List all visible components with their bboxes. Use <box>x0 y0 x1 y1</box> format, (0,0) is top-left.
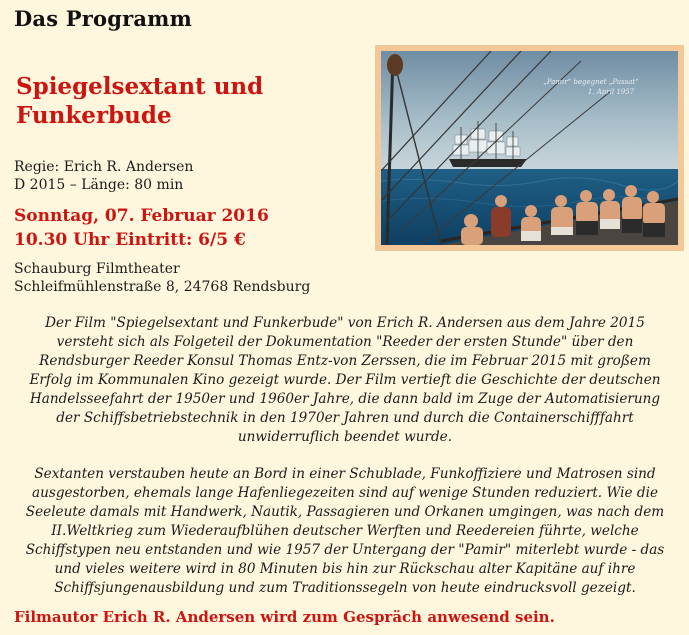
description-paragraph-1: Der Film "Spiegelsextant und Funkerbude" von Erich R. Andersen aus dem Jahre 2015 versteht sich als Folgeteil der Dokumentation "Reeder der ersten Stunde" über den Rendsburger Reeder Konsul Thomas Entz-von Zerssen, die im Februar 2015 mit großem Erfolg im Kommunalen Kino gezeigt wurde. Der Film vertieft die Geschichte der deutschen Handelsseefahrt der 1950er und 1960er Jahre, die dann bald im Zuge der Automatisierung der Schiffsbetriebstechnik in den 1970er Jahren und durch die Containerschifffahrt unwiderruflich beendet wurde. <box>29 315 661 445</box>
film-title-line2: Funkerbude <box>16 102 172 129</box>
screening-date: Sonntag, 07. Februar 2016 <box>14 206 269 226</box>
page-title: Das Programm <box>14 6 193 31</box>
film-title-line1: Spiegelsextant und <box>16 73 264 100</box>
photo-caption-line1: „Pamir“ begegnet „Passat“ <box>543 78 639 86</box>
screening-time-price: 10.30 Uhr Eintritt: 6/5 € <box>14 230 246 250</box>
film-title <box>16 72 346 130</box>
venue <box>14 260 310 296</box>
photo-caption-line2: 1. April 1957 <box>587 88 635 96</box>
film-still-image <box>381 51 678 245</box>
film-description <box>22 314 668 598</box>
film-still-frame <box>375 45 684 251</box>
director: Regie: Erich R. Andersen <box>14 159 194 175</box>
screening-schedule <box>14 204 269 252</box>
venue-name: Schauburg Filmtheater <box>14 261 180 277</box>
film-credits <box>14 158 193 194</box>
description-paragraph-2: Sextanten verstauben heute an Bord in einer Schublade, Funkoffiziere und Matrosen sind ausgestorben, ehemals lange Hafenliegezeiten sind auf wenige Stunden reduziert. Wie die Seeleute damals mit Handwerk, Nautik, Passagieren und Orkanen umgingen, was nach dem II.Weltkrieg zum Wiederaufblühen deutscher Werften und Reedereien führte, welche Schiffstypen neu entstanden und wie 1957 der Untergang der "Pamir" miterlebt wurde - das und vieles weitere wird in 80 Minuten bis hin zur Rückschau alter Kapitäne auf ihre Schiffsjungenausbildung und zum Traditionssegeln von heute eindrucksvoll gezeigt. <box>25 466 665 596</box>
film-info: D 2015 – Länge: 80 min <box>14 177 184 193</box>
venue-address: Schleifmühlenstraße 8, 24768 Rendsburg <box>14 279 311 295</box>
photo-caption <box>531 77 651 97</box>
author-attendance-note: Filmautor Erich R. Andersen wird zum Gespräch anwesend sein. <box>14 608 555 626</box>
